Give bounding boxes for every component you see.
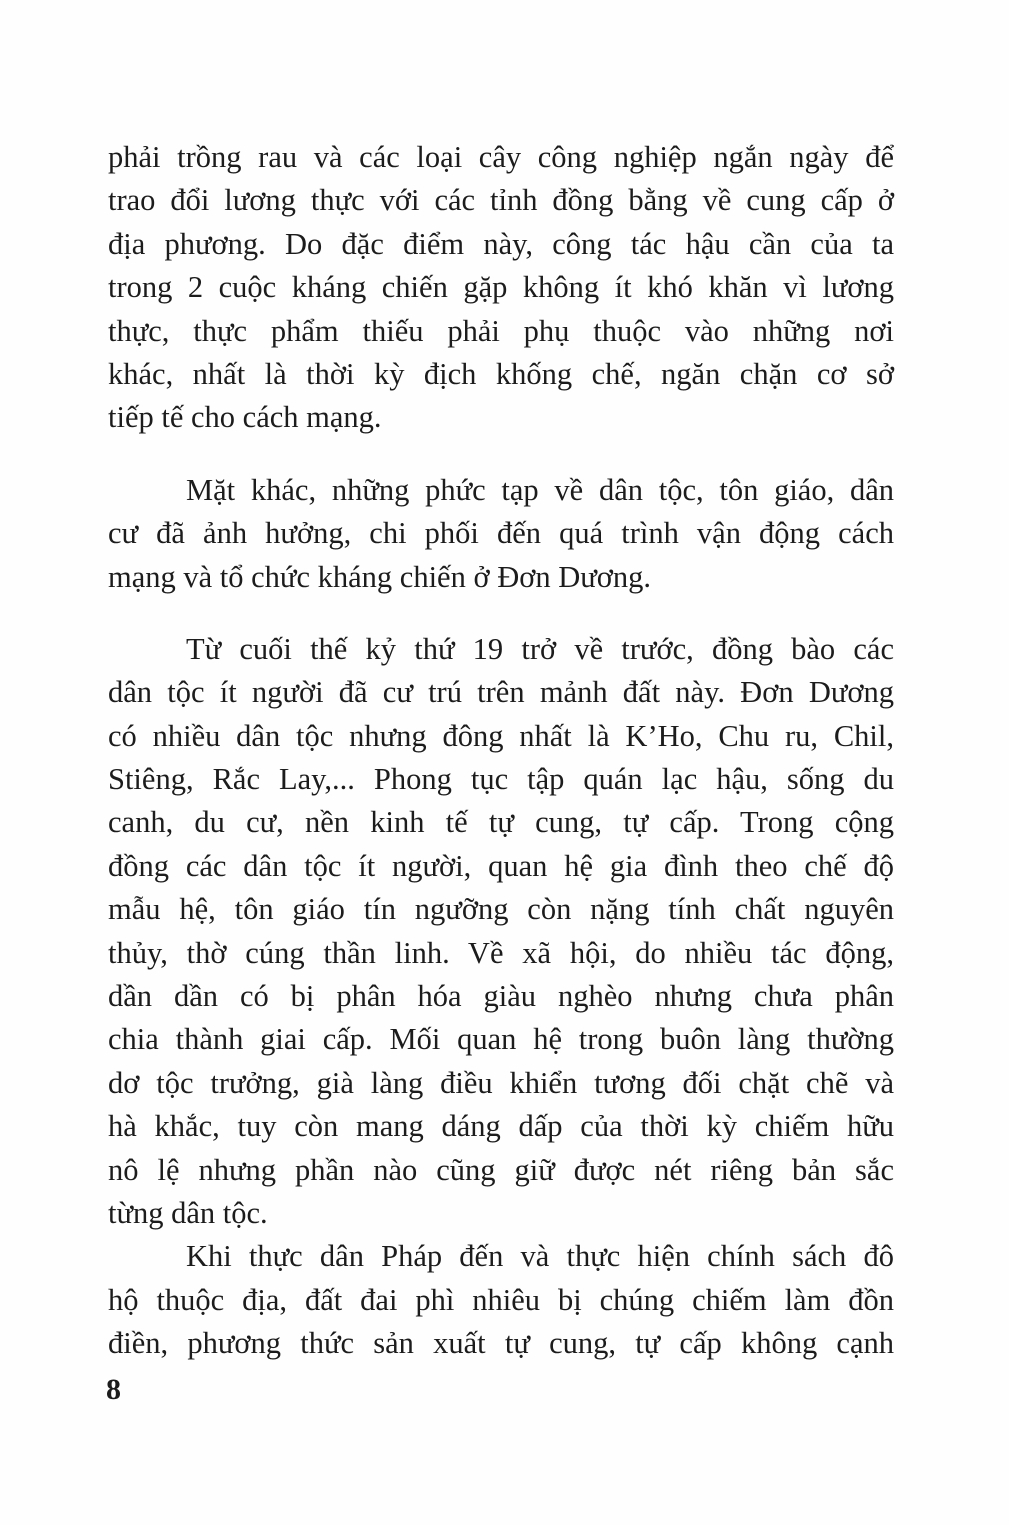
text-line: thủy, thờ cúng thần linh. Về xã hội, do nhiều tác động, — [108, 935, 894, 970]
paragraph-gap — [108, 599, 894, 628]
text-line: Khi thực dân Pháp đến và thực hiện chính sách đô — [186, 1239, 894, 1274]
text-line: dần dần có bị phân hóa giàu nghèo nhưng chưa phân — [108, 979, 894, 1014]
paragraph — [108, 136, 894, 440]
text-line: mạng và tổ chức kháng chiến ở Đơn Dương. — [108, 559, 652, 594]
text-line: hà khắc, tuy còn mang dáng dấp của thời kỳ chiếm hữu — [108, 1109, 894, 1144]
text-line: địa phương. Do đặc điểm này, công tác hậu cần của ta — [108, 226, 894, 261]
text-line: trong 2 cuộc kháng chiến gặp không ít khó khăn vì lương — [108, 270, 894, 305]
text-line: thực, thực phẩm thiếu phải phụ thuộc vào những nơi — [108, 313, 894, 348]
text-line: điền, phương thức sản xuất tự cung, tự cấp không cạnh — [108, 1326, 894, 1361]
text-line: khác, nhất là thời kỳ địch khống chế, ngăn chặn cơ sở — [108, 356, 894, 391]
body-text — [108, 136, 894, 1366]
text-line: dơ tộc trưởng, già làng điều khiển tương đối chặt chẽ và — [108, 1065, 894, 1100]
paragraph — [108, 1235, 894, 1365]
text-line: trao đổi lương thực với các tỉnh đồng bằng về cung cấp ở — [108, 183, 894, 218]
text-line: chia thành giai cấp. Mối quan hệ trong buôn làng thường — [108, 1022, 894, 1057]
text-line: đồng các dân tộc ít người, quan hệ gia đình theo chế độ — [108, 848, 894, 883]
text-line: cư đã ảnh hưởng, chi phối đến quá trình vận động cách — [108, 516, 894, 551]
paragraph — [108, 469, 894, 599]
paragraph-gap — [108, 440, 894, 469]
text-line: nô lệ nhưng phần nào cũng giữ được nét riêng bản sắc — [108, 1152, 894, 1187]
text-line: Từ cuối thế kỷ thứ 19 trở về trước, đồng bào các — [186, 631, 894, 666]
text-line: có nhiều dân tộc nhưng đông nhất là K’Ho, Chu ru, Chil, — [108, 718, 894, 753]
page-number: 8 — [106, 1373, 121, 1406]
paragraph — [108, 628, 894, 1235]
text-line: mẫu hệ, tôn giáo tín ngưỡng còn nặng tính chất nguyên — [108, 892, 894, 927]
text-line: hộ thuộc địa, đất đai phì nhiêu bị chúng chiếm làm đồn — [108, 1282, 894, 1317]
text-line: Stiêng, Rắc Lay,... Phong tục tập quán lạc hậu, sống du — [108, 762, 894, 797]
text-line: phải trồng rau và các loại cây công nghiệp ngắn ngày để — [108, 140, 894, 174]
text-line: canh, du cư, nền kinh tế tự cung, tự cấp. Trong cộng — [108, 805, 894, 840]
text-line: từng dân tộc. — [108, 1195, 268, 1230]
text-line: tiếp tế cho cách mạng. — [108, 400, 382, 435]
text-line: dân tộc ít người đã cư trú trên mảnh đất này. Đơn Dương — [108, 675, 894, 710]
text-line: Mặt khác, những phức tạp về dân tộc, tôn giáo, dân — [186, 472, 894, 507]
